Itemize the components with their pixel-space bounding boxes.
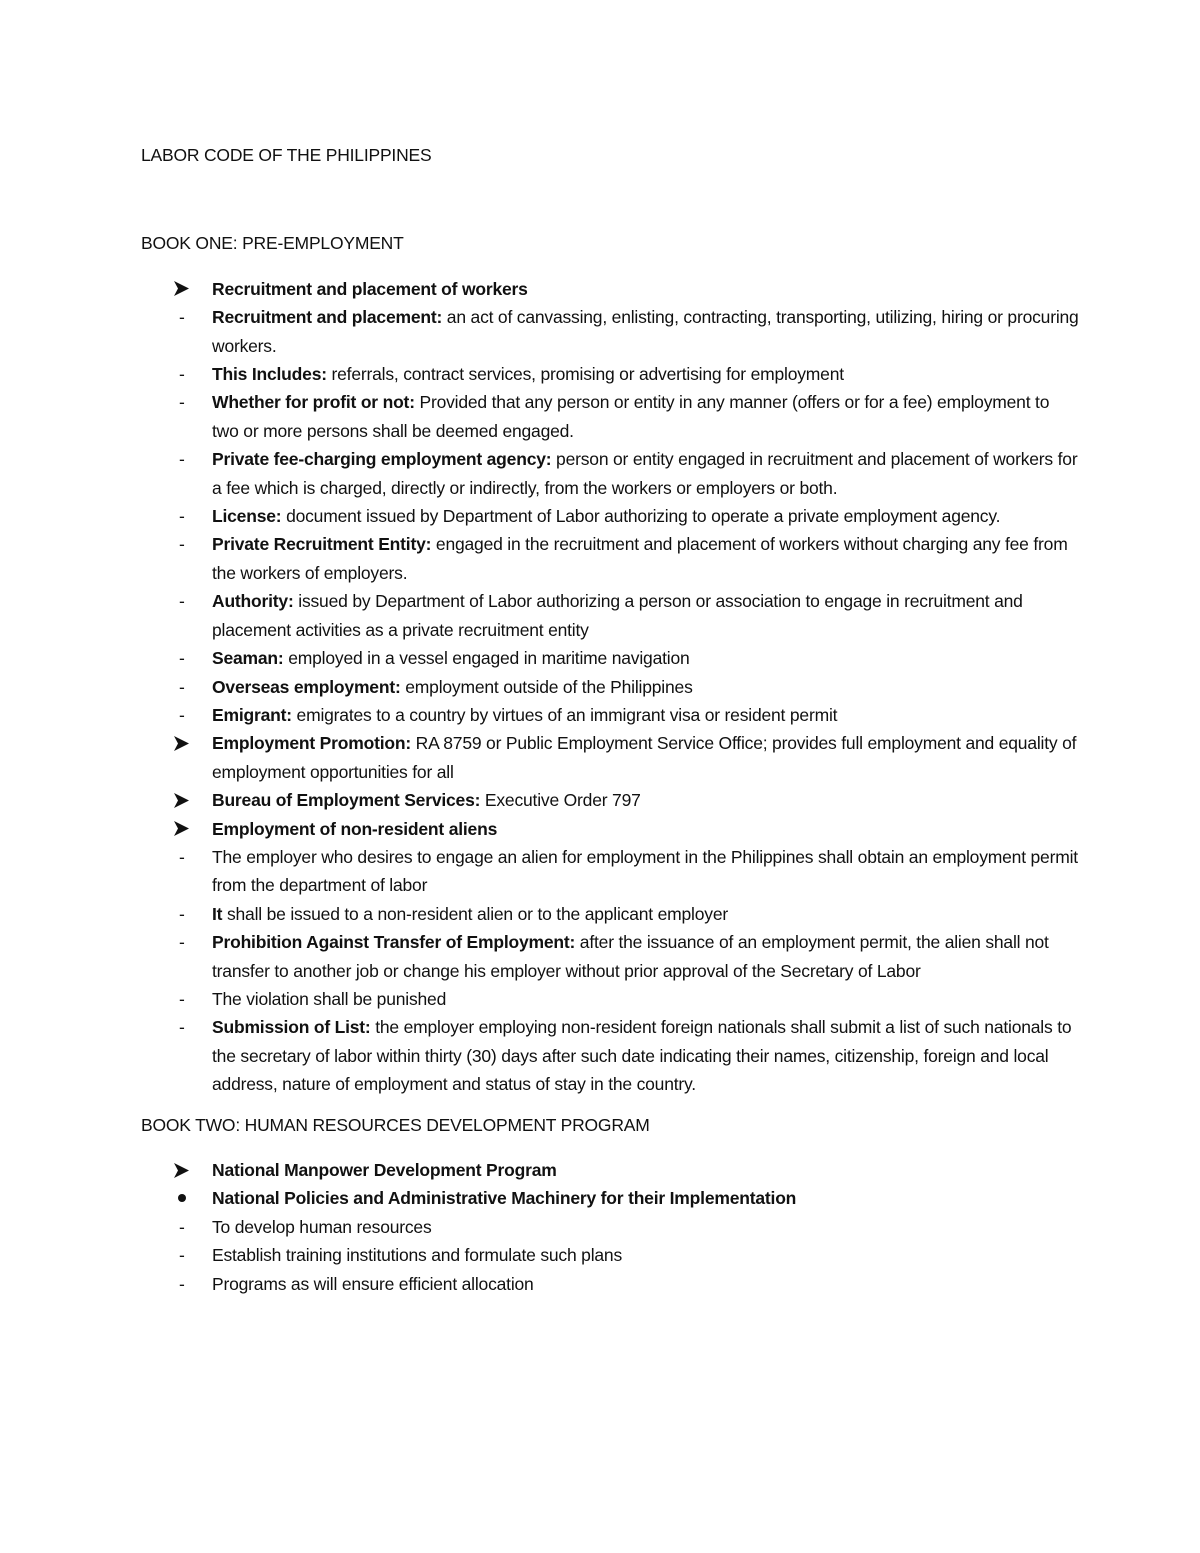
definition: employment outside of the Philippines	[400, 676, 693, 697]
term: Emigrant:	[212, 704, 292, 725]
list-item	[177, 587, 1080, 644]
definition: document issued by Department of Labor authorizing to operate a private employment agency.	[281, 506, 1001, 527]
sub-list	[177, 843, 1080, 1099]
item-text: Establish training institutions and formulate such plans	[212, 1245, 623, 1266]
section-text: Executive Order 797	[480, 790, 641, 811]
term: Seaman:	[212, 648, 284, 669]
term: Private Recruitment Entity:	[212, 534, 432, 555]
list-item	[141, 786, 1080, 814]
book-two-heading: BOOK TWO: HUMAN RESOURCES DEVELOPMENT PROGRAM	[141, 1114, 650, 1135]
list-item	[177, 1013, 1080, 1098]
definition: The employer who desires to engage an alien for employment in the Philippines shall obtain an employment permit from the department of labor	[212, 846, 1078, 896]
definition: an act of canvassing, enlisting, contracting, transporting, utilizing, hiring or procuring workers.	[212, 307, 1079, 356]
sub-list	[177, 303, 1080, 729]
list-item	[177, 1241, 1080, 1269]
list-item	[177, 701, 1080, 729]
definition: referrals, contract services, promising or advertising for employment	[326, 364, 844, 385]
list-item	[177, 644, 1080, 672]
definition: Provided that any person or entity in any manner (offers or for a fee) employment to two or more persons shall be deemed engaged.	[212, 392, 1050, 441]
dash-bullet: -	[179, 1273, 185, 1294]
dash-bullet: -	[179, 932, 185, 953]
arrow-bullet-icon	[173, 1156, 195, 1184]
list-item	[177, 900, 1080, 928]
list-item	[177, 1184, 1080, 1212]
sub-list	[177, 1184, 1080, 1298]
list-item	[177, 445, 1080, 502]
dash-bullet: -	[179, 846, 185, 867]
list-item	[141, 815, 1080, 1099]
term: This Includes:	[212, 364, 327, 385]
list-item	[177, 673, 1080, 701]
dash-bullet: -	[179, 449, 185, 470]
list-item	[177, 928, 1080, 985]
dash-bullet: -	[179, 648, 185, 669]
section-text: RA 8759 or Public Employment Service Office; provides full employment and equality of employment opportunities for all	[212, 733, 1077, 782]
section-heading: Employment Promotion:	[212, 733, 411, 754]
list-item	[177, 843, 1080, 900]
term: Submission of List:	[212, 1017, 371, 1038]
definition: person or entity engaged in recruitment and placement of workers for a fee which is charged, directly or indirectly, from the workers or employers or both.	[212, 449, 1078, 498]
term: Recruitment and placement:	[212, 307, 443, 328]
arrow-bullet-icon	[173, 786, 195, 814]
subheading: National Policies and Administrative Machinery for their Implementation	[212, 1188, 797, 1209]
definition: engaged in the recruitment and placement of workers without charging any fee from the workers of employers.	[212, 534, 1068, 583]
arrow-bullet-icon	[173, 729, 195, 757]
book-one-heading: BOOK ONE: PRE-EMPLOYMENT	[141, 233, 404, 254]
term: Whether for profit or not:	[212, 392, 415, 413]
dash-bullet: -	[179, 506, 185, 527]
dash-bullet: -	[179, 364, 185, 385]
section-heading: Bureau of Employment Services:	[212, 790, 481, 811]
dash-bullet: -	[179, 392, 185, 413]
term: Private fee-charging employment agency:	[212, 449, 552, 470]
dash-bullet: -	[179, 307, 185, 328]
list-item	[177, 388, 1080, 445]
arrow-bullet-icon	[173, 275, 195, 303]
document-title: LABOR CODE OF THE PHILIPPINES	[141, 145, 432, 165]
definition: The violation shall be punished	[212, 988, 447, 1009]
definition: shall be issued to a non-resident alien or to the applicant employer	[222, 903, 728, 924]
term: Authority:	[212, 591, 294, 612]
round-bullet-icon	[178, 1194, 186, 1202]
dash-bullet: -	[179, 534, 185, 555]
list-item	[177, 530, 1080, 587]
definition: emigrates to a country by virtues of an immigrant visa or resident permit	[291, 704, 838, 725]
list-item	[177, 1270, 1080, 1298]
section-heading: Recruitment and placement of workers	[212, 278, 528, 299]
section-heading: National Manpower Development Program	[212, 1160, 557, 1180]
dash-bullet: -	[179, 591, 185, 612]
term: Prohibition Against Transfer of Employment:	[212, 932, 576, 953]
dash-bullet: -	[179, 704, 185, 725]
list-item	[177, 303, 1080, 360]
dash-bullet: -	[179, 903, 185, 924]
book-two-list	[141, 1156, 1080, 1298]
list-item	[177, 985, 1080, 1013]
definition: after the issuance of an employment permit, the alien shall not transfer to another job or change his employer without prior approval of the Secretary of Labor	[212, 932, 1049, 981]
term: License:	[212, 506, 282, 527]
dash-bullet: -	[179, 988, 185, 1009]
arrow-bullet-icon	[173, 815, 195, 843]
list-item	[141, 275, 1080, 730]
list-item	[177, 502, 1080, 530]
section-heading: Employment of non-resident aliens	[212, 818, 498, 839]
dash-bullet: -	[179, 1216, 185, 1237]
item-text: To develop human resources	[212, 1216, 432, 1237]
book-one-list	[141, 275, 1080, 1099]
term: Overseas employment:	[212, 676, 401, 697]
list-item	[141, 729, 1080, 786]
definition: employed in a vessel engaged in maritime navigation	[283, 648, 690, 669]
dash-bullet: -	[179, 1245, 185, 1266]
item-text: Programs as will ensure efficient allocation	[212, 1273, 534, 1294]
list-item	[177, 1213, 1080, 1241]
dash-bullet: -	[179, 676, 185, 697]
list-item	[141, 1156, 1080, 1298]
dash-bullet: -	[179, 1017, 185, 1038]
term: It	[212, 903, 223, 924]
list-item	[177, 360, 1080, 388]
definition: the employer employing non-resident foreign nationals shall submit a list of such nationals to the secretary of labor within thirty (30) days after such date indicating their names, citizenship, foreign and local address, nature of employment and status of stay in the country.	[212, 1017, 1072, 1095]
definition: issued by Department of Labor authorizing a person or association to engage in recruitment and placement activities as a private recruitment entity	[212, 591, 1023, 640]
